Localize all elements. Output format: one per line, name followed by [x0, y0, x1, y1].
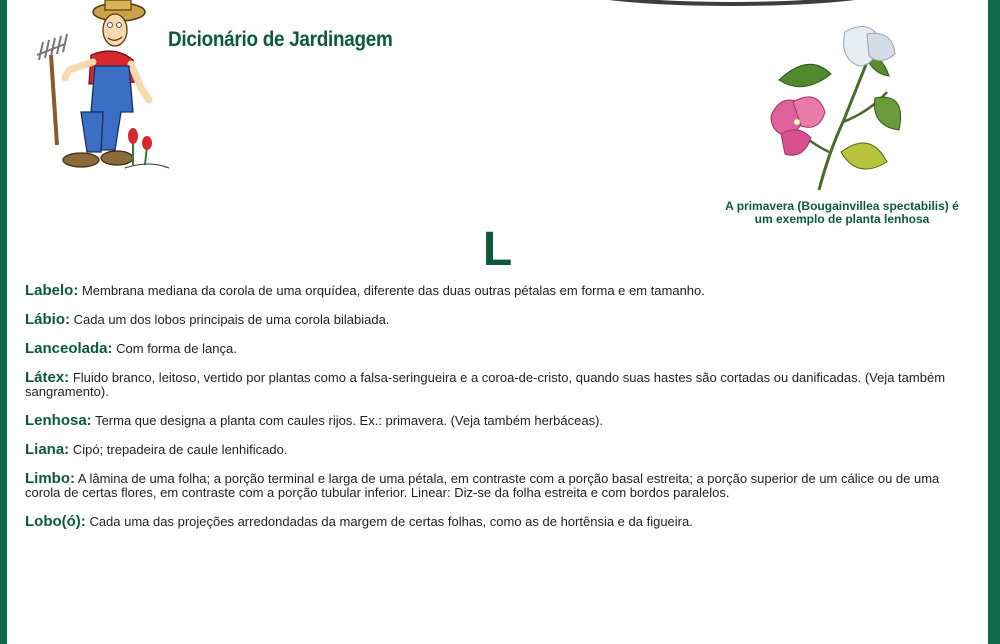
- entry-definition: Cada uma das projeções arredondadas da margem de certas folhas, como as de hortênsia e da figueira.: [89, 514, 693, 529]
- entry-term: Lobo(ó):: [25, 513, 86, 530]
- entry-definition: Fluido branco, leitoso, vertido por plantas como a falsa-seringueira e a coroa-de-cristo, quando suas hastes são cortadas ou danificadas. (Veja também sangramento).: [25, 370, 946, 399]
- glossary-entry: [25, 313, 970, 327]
- entry-term: Limbo:: [25, 470, 75, 487]
- plant-caption: A primavera (Bougainvillea spectabilis) é um exemplo de planta lenhosa: [725, 199, 959, 226]
- glossary-entry: [25, 443, 970, 457]
- glossary-entry: [25, 414, 970, 428]
- entry-definition: A lâmina de uma folha; a porção terminal e larga de uma pétala, em contraste com a porção basal estreita; a porção superior de um cálice ou de uma corola de certas flores, em contraste com a porção tubular inferior. Linear: Diz-se da folha estreita e com bordos paralelos.: [25, 471, 940, 500]
- glossary-entry: [25, 284, 970, 298]
- entry-term: Labelo:: [25, 282, 79, 299]
- section-letter: L: [482, 223, 513, 276]
- glossary-entries: [25, 284, 970, 544]
- entry-term: Lanceolada:: [25, 340, 113, 357]
- gardener-illustration: [29, 0, 179, 175]
- entry-term: Látex:: [25, 369, 70, 386]
- bougainvillea-illustration: [759, 22, 909, 194]
- entry-definition: Membrana mediana da corola de uma orquídea, diferente das duas outras pétalas em forma e em tamanho.: [81, 283, 705, 298]
- glossary-entry: [25, 472, 970, 500]
- page: [7, 0, 988, 644]
- entry-definition: Com forma de lança.: [116, 341, 237, 356]
- entry-term: Liana:: [25, 441, 70, 458]
- entry-term: Lenhosa:: [25, 412, 92, 429]
- entry-term: Lábio:: [25, 311, 70, 328]
- entry-definition: Cada um dos lobos principais de uma corola bilabiada.: [73, 312, 390, 327]
- entry-definition: Cipó; trepadeira de caule lenhificado.: [72, 442, 288, 457]
- page-title: Dicionário de Jardinagem: [168, 28, 393, 51]
- glossary-entry: [25, 342, 970, 356]
- glossary-entry: [25, 515, 970, 529]
- entry-definition: Terma que designa a planta com caules rijos. Ex.: primavera. (Veja também herbáceas).: [95, 413, 604, 428]
- glossary-entry: [25, 371, 970, 399]
